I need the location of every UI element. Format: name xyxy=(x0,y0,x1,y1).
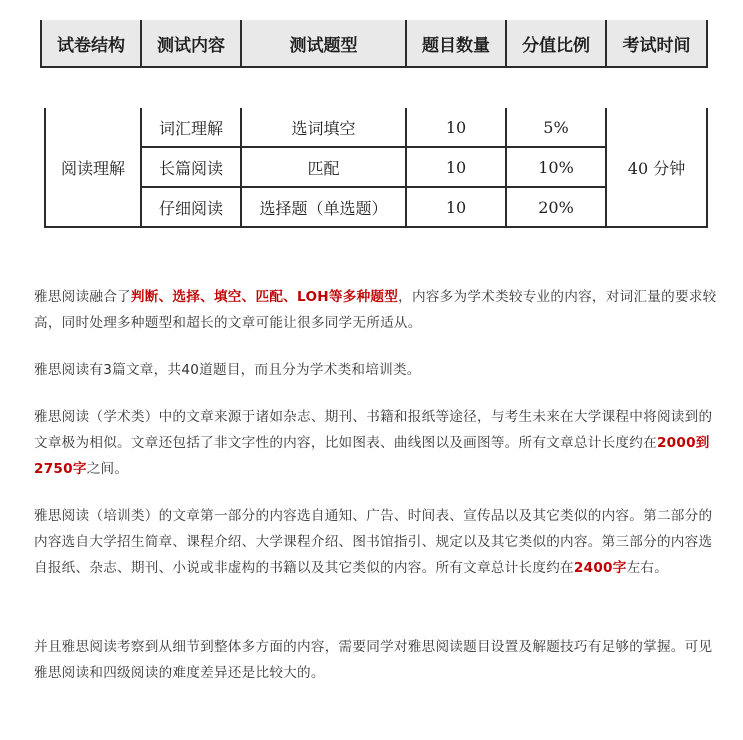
p1-text: 雅思阅读融合了 xyxy=(34,289,131,305)
row-ratio: 5% xyxy=(506,108,606,147)
header-exam-time: 考试时间 xyxy=(606,20,707,67)
row-content: 仔细阅读 xyxy=(141,187,241,227)
row-type: 匹配 xyxy=(241,147,406,187)
paragraph-article-count: 雅思阅读有3篇文章，共40道题目，而且分为学术类和培训类。 xyxy=(34,362,421,378)
row-ratio: 10% xyxy=(506,147,606,187)
p1-highlight: 判断、选择、填空、匹配、LOH等多种题型 xyxy=(130,289,399,305)
paragraph-question-types xyxy=(34,284,718,336)
row-ratio: 20% xyxy=(506,187,606,227)
p3-highlight: 2000到2750字 xyxy=(34,435,710,477)
p4-highlight: 2400字 xyxy=(573,560,627,576)
header-question-type: 测试题型 xyxy=(241,20,406,67)
exam-structure-table-image xyxy=(40,0,706,240)
p4-text-after: 左右。 xyxy=(626,560,669,576)
row-type: 选词填空 xyxy=(241,108,406,147)
header-question-count: 题目数量 xyxy=(406,20,506,67)
header-score-ratio: 分值比例 xyxy=(506,20,606,67)
header-content: 测试内容 xyxy=(141,20,241,67)
header-structure: 试卷结构 xyxy=(41,20,141,67)
section-reading-comprehension: 阅读理解 xyxy=(45,108,141,227)
p1-text-after: ，内容多为学术类较专业的内容，对词汇量的要求较高，同时处理多种题型和超长的文章可能让很多同学无所适从。 xyxy=(34,289,717,331)
p4-text: 雅思阅读（培训类）的文章第一部分的内容选自通知、广告、时间表、宣传品以及其它类似的内容。第二部分的内容选自大学招生简章、课程介绍、大学课程介绍、图书馆指引、规定以及其它类似的内容。第三部分的内容选自报纸、杂志、期刊、小说或非虚构的书籍以及其它类似的内容。所有文章总计长度约在 xyxy=(34,508,713,576)
row-type: 选择题（单选题） xyxy=(241,187,406,227)
exam-time-value: 40 分钟 xyxy=(606,108,707,227)
row-count: 10 xyxy=(406,108,506,147)
table-header xyxy=(40,20,708,68)
row-count: 10 xyxy=(406,147,506,187)
paragraph-academic xyxy=(34,404,718,482)
paragraph-difficulty: 并且雅思阅读考察到从细节到整体多方面的内容，需要同学对雅思阅读题目设置及解题技巧有足够的掌握。可见雅思阅读和四级阅读的难度差异还是比较大的。 xyxy=(34,639,713,681)
p3-text: 雅思阅读（学术类）中的文章来源于诸如杂志、期刊、书籍和报纸等途径，与考生未来在大学课程中将阅读到的文章极为相似。文章还包括了非文字性的内容，比如图表、曲线图以及画图等。所有文章总计长度约在 xyxy=(34,409,713,451)
table-row xyxy=(45,108,707,147)
table-body xyxy=(44,108,708,228)
header-row xyxy=(41,20,707,67)
p3-text-after: 之间。 xyxy=(86,461,129,477)
row-content: 长篇阅读 xyxy=(141,147,241,187)
row-count: 10 xyxy=(406,187,506,227)
row-content: 词汇理解 xyxy=(141,108,241,147)
paragraph-general-training xyxy=(34,503,718,581)
